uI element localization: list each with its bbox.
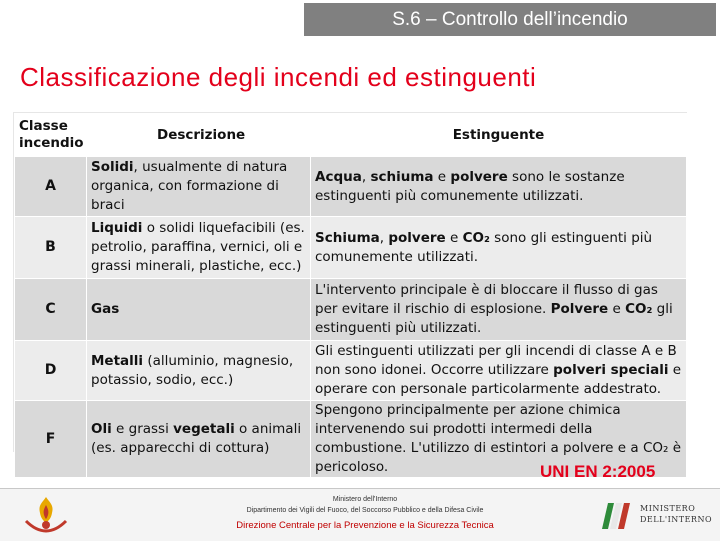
est-bold: CO₂ xyxy=(462,229,490,246)
desc-text: o animali (es. apparecchi di cottura) xyxy=(91,421,302,456)
description-cell xyxy=(87,157,311,217)
description-cell xyxy=(87,401,311,478)
table-row xyxy=(15,279,687,341)
description-cell xyxy=(87,341,311,401)
est-text: , xyxy=(361,168,371,185)
table-row xyxy=(15,341,687,401)
est-bold: polvere xyxy=(388,229,446,246)
description-cell xyxy=(87,217,311,279)
est-bold: schiuma xyxy=(370,168,434,185)
italy-flag-icon xyxy=(598,499,632,533)
footer-line2: Dipartimento dei Vigili del Fuoco, del Soccorso Pubblico e della Difesa Civile xyxy=(246,507,484,514)
extinguisher-cell xyxy=(311,217,687,279)
ministry-logo xyxy=(598,499,716,533)
footer-institution xyxy=(200,495,530,531)
extinguisher-cell xyxy=(311,279,687,341)
est-text: L'intervento principale è di bloccare il flusso di gas per evitare il rischio di esplosione. xyxy=(315,282,658,317)
header-classe-line1: Classe xyxy=(19,118,68,134)
header-title: S.6 – Controllo dell’incendio xyxy=(392,9,628,30)
header-descrizione: Descrizione xyxy=(87,114,311,157)
desc-bold: Liquidi xyxy=(91,220,143,236)
est-text: e operare con personale particolarmente addestrato. xyxy=(315,362,682,397)
class-cell: D xyxy=(15,341,87,401)
footer-line1: Ministero dell'Interno xyxy=(332,496,398,503)
slide-title: Classificazione degli incendi ed estinguenti xyxy=(20,62,537,92)
desc-bold: Gas xyxy=(91,301,120,317)
vigili-del-fuoco-logo xyxy=(18,491,74,539)
est-bold: Schiuma xyxy=(315,229,380,246)
table-header-row xyxy=(15,114,687,157)
ministry-line1: MINISTERO xyxy=(640,504,696,513)
norm-label: UNI EN 2:2005 xyxy=(540,462,656,481)
est-bold: polveri speciali xyxy=(553,362,669,378)
est-text: e xyxy=(433,168,451,185)
ministry-line2: DELL'INTERNO xyxy=(640,515,712,524)
ministry-text xyxy=(640,503,712,525)
est-text: e xyxy=(445,229,463,246)
extinguisher-cell xyxy=(311,157,687,217)
desc-bold: Metalli xyxy=(91,352,144,369)
est-bold: polvere xyxy=(450,168,508,185)
class-cell: F xyxy=(15,401,87,478)
est-text: sono gli estinguenti più comunemente utilizzati. xyxy=(315,229,653,265)
desc-bold: Oli xyxy=(91,421,112,437)
desc-text: o solidi liquefacibili (es. petrolio, paraffina, vernici, oli e grassi minerali, plastiche, ecc.) xyxy=(91,220,305,274)
class-cell: B xyxy=(15,217,87,279)
est-text: Spengono principalmente per azione chimica intervenendo sui prodotti intermedi della combustione. L'utilizzo di estintori a polvere e a CO₂ è pericoloso. xyxy=(315,402,682,475)
header-classe xyxy=(15,114,87,157)
footer xyxy=(0,488,720,541)
desc-text: e grassi xyxy=(111,421,174,437)
est-bold: Acqua xyxy=(315,168,362,185)
class-cell: A xyxy=(15,157,87,217)
extinguisher-cell xyxy=(311,341,687,401)
desc-text: (alluminio, magnesio, potassio, sodio, ecc.) xyxy=(91,352,294,388)
table-row xyxy=(15,157,687,217)
est-bold: Polvere xyxy=(550,301,609,317)
est-bold: CO₂ xyxy=(625,301,653,317)
est-text: sono le sostanze estinguenti più comunemente utilizzati. xyxy=(315,168,625,204)
est-text: e xyxy=(608,301,626,317)
header-estinguente: Estinguente xyxy=(311,114,687,157)
desc-bold: Solidi xyxy=(91,159,134,175)
class-cell: C xyxy=(15,279,87,341)
est-text: gli estinguenti più utilizzati. xyxy=(315,301,673,336)
header-classe-line2: incendio xyxy=(19,135,84,151)
est-text: Gli estinguenti utilizzati per gli incendi di classe A e B non sono idonei. Occorre utilizzare xyxy=(315,343,677,378)
description-cell xyxy=(87,279,311,341)
footer-line3: Direzione Centrale per la Prevenzione e la Sicurezza Tecnica xyxy=(236,520,494,531)
est-text: , xyxy=(379,229,389,246)
desc-bold: vegetali xyxy=(173,421,235,437)
header-bar xyxy=(304,3,716,36)
desc-text: , usualmente di natura organica, con formazione di braci xyxy=(91,159,288,213)
table-row xyxy=(15,217,687,279)
